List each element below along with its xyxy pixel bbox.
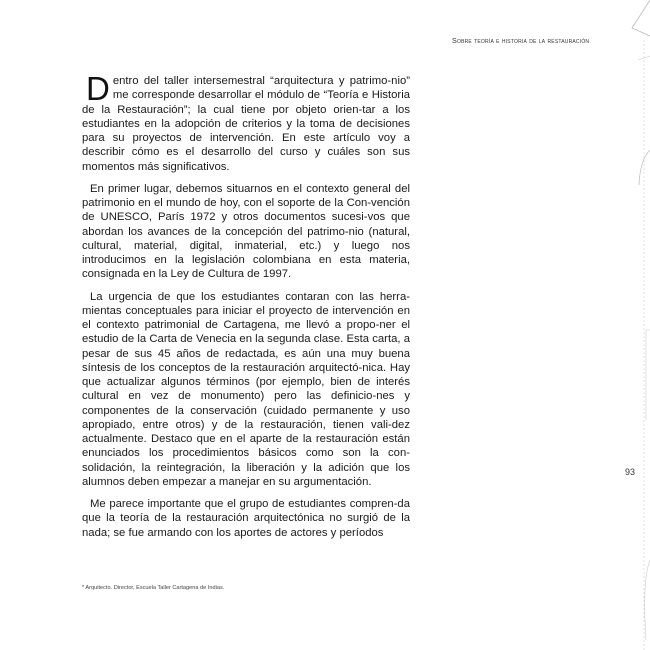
drop-cap: D	[86, 70, 110, 107]
article-body	[82, 70, 410, 548]
paragraph-3: La urgencia de que los estudiantes contaran con las herra-mientas conceptuales para iniciar el proyecto de intervención en el contexto patrimonial de Cartagena, me llevó a propo-ner el estudio de la Carta de Venecia en la segunda clase. Esta carta, a pesar de sus 45 años de redactada, es aún una muy buena síntesis de los conceptos de la restauración arquitectó-nica. Hay que actualizar algunos términos (por ejemplo, bien de interés cultural en vez de monumento) pero las definicio-nes y componentes de la conservación (cuidado permanente y uso apropiado, entre otros) y de la restauración, tienen vali-dez actualmente. Destaco que en el aparte de la restauración están enunciados los procedimientos básicos como son la con-solidación, la reintegración, la liberación y la adición que los alumnos deben empezar a manejar en su argumentación.	[82, 290, 410, 488]
paragraph-1	[82, 70, 410, 174]
paragraph-4: Me parece importante que el grupo de estudiantes compren-da que la teoría de la restauración arquitectónica no surgió de la nada; se fue armando con los aportes de actores y períodos	[82, 498, 410, 539]
footnote: * Arquitecto. Director, Escuela Taller Cartagena de Indias.	[82, 585, 225, 591]
page-number: 93	[625, 467, 636, 477]
paragraph-1-text: entro del taller intersemestral “arquitectura y patrimo-nio” me corresponde desarrollar el módulo de “Teoría e Historia de la Restauración”; la cual tiene por objeto orien-tar a los estudiantes en la adopción de criterios y la toma de decisiones para su proyectos de intervención. En este artículo voy a describir cómo es el desarrollo del curso y cuáles son sus momentos más significativos.	[82, 75, 410, 173]
paragraph-2: En primer lugar, debemos situarnos en el contexto general del patrimonio en el mundo de hoy, con el soporte de la Con-vención de UNESCO, París 1972 y otros documentos sucesi-vos que abordan los avances de la concepción del patrimo-nio (natural, cultural, material, digital, inmaterial, etc.) y luego nos introducimos en la legislación colombiana en esta materia, consignada en la Ley de Cultura de 1997.	[82, 182, 410, 281]
running-header: Sobre teoría e historia de la restauración	[452, 36, 590, 45]
architectural-sketch-icon	[620, 0, 650, 650]
